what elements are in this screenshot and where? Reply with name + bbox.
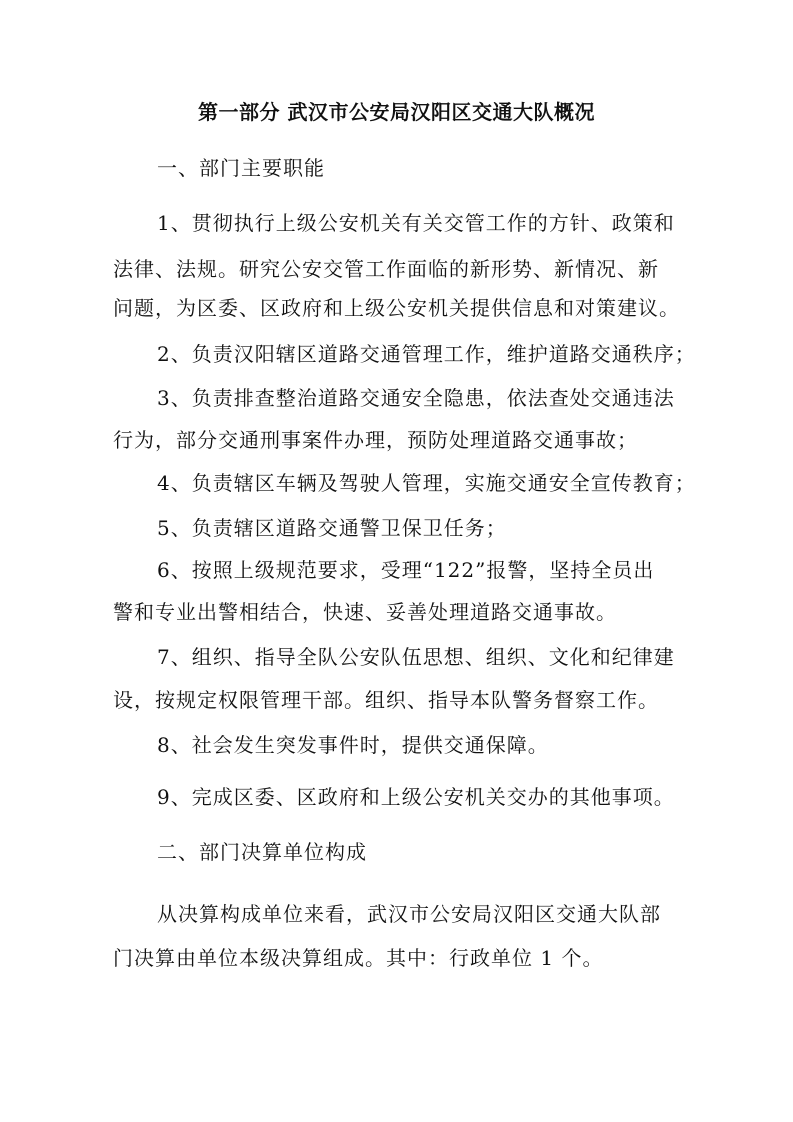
paragraph-line: 4、负责辖区车辆及驾驶人管理，实施交通安全宣传教育； — [157, 471, 696, 495]
paragraph-line: 从决算构成单位来看，武汉市公安局汉阳区交通大队部 — [157, 902, 661, 926]
paragraph-line: 6、按照上级规范要求，受理“122”报警，坚持全员出 — [157, 558, 655, 582]
paragraph-line: 行为，部分交通刑事案件办理，预防处理道路交通事故； — [113, 428, 638, 452]
paragraph-line: 问题，为区委、区政府和上级公安机关提供信息和对策建议。 — [113, 296, 680, 320]
paragraph-line: 1、贯彻执行上级公安机关有关交管工作的方针、政策和 — [157, 211, 675, 235]
paragraph-line: 门决算由单位本级决算组成。其中：行政单位 1 个。 — [113, 946, 604, 970]
section-heading-units: 二、部门决算单位构成 — [157, 840, 367, 864]
paragraph-line: 9、完成区委、区政府和上级公安机关交办的其他事项。 — [157, 785, 675, 809]
paragraph-line: 警和专业出警相结合，快速、妥善处理道路交通事故。 — [113, 600, 617, 624]
paragraph-line: 法律、法规。研究公安交管工作面临的新形势、新情况、新 — [113, 257, 659, 281]
paragraph-line: 设，按规定权限管理干部。组织、指导本队警务督察工作。 — [113, 688, 659, 712]
paragraph-line: 5、负责辖区道路交通警卫保卫任务； — [157, 516, 507, 540]
paragraph-line: 3、负责排查整治道路交通安全隐患，依法查处交通违法 — [157, 386, 675, 410]
paragraph-line: 2、负责汉阳辖区道路交通管理工作，维护道路交通秩序； — [157, 342, 696, 366]
section-heading-functions: 一、部门主要职能 — [157, 156, 325, 180]
document-title: 第一部分 武汉市公安局汉阳区交通大队概况 — [198, 100, 595, 124]
paragraph-line: 7、组织、指导全队公安队伍思想、组织、文化和纪律建 — [157, 645, 675, 669]
paragraph-line: 8、社会发生突发事件时，提供交通保障。 — [157, 733, 549, 757]
